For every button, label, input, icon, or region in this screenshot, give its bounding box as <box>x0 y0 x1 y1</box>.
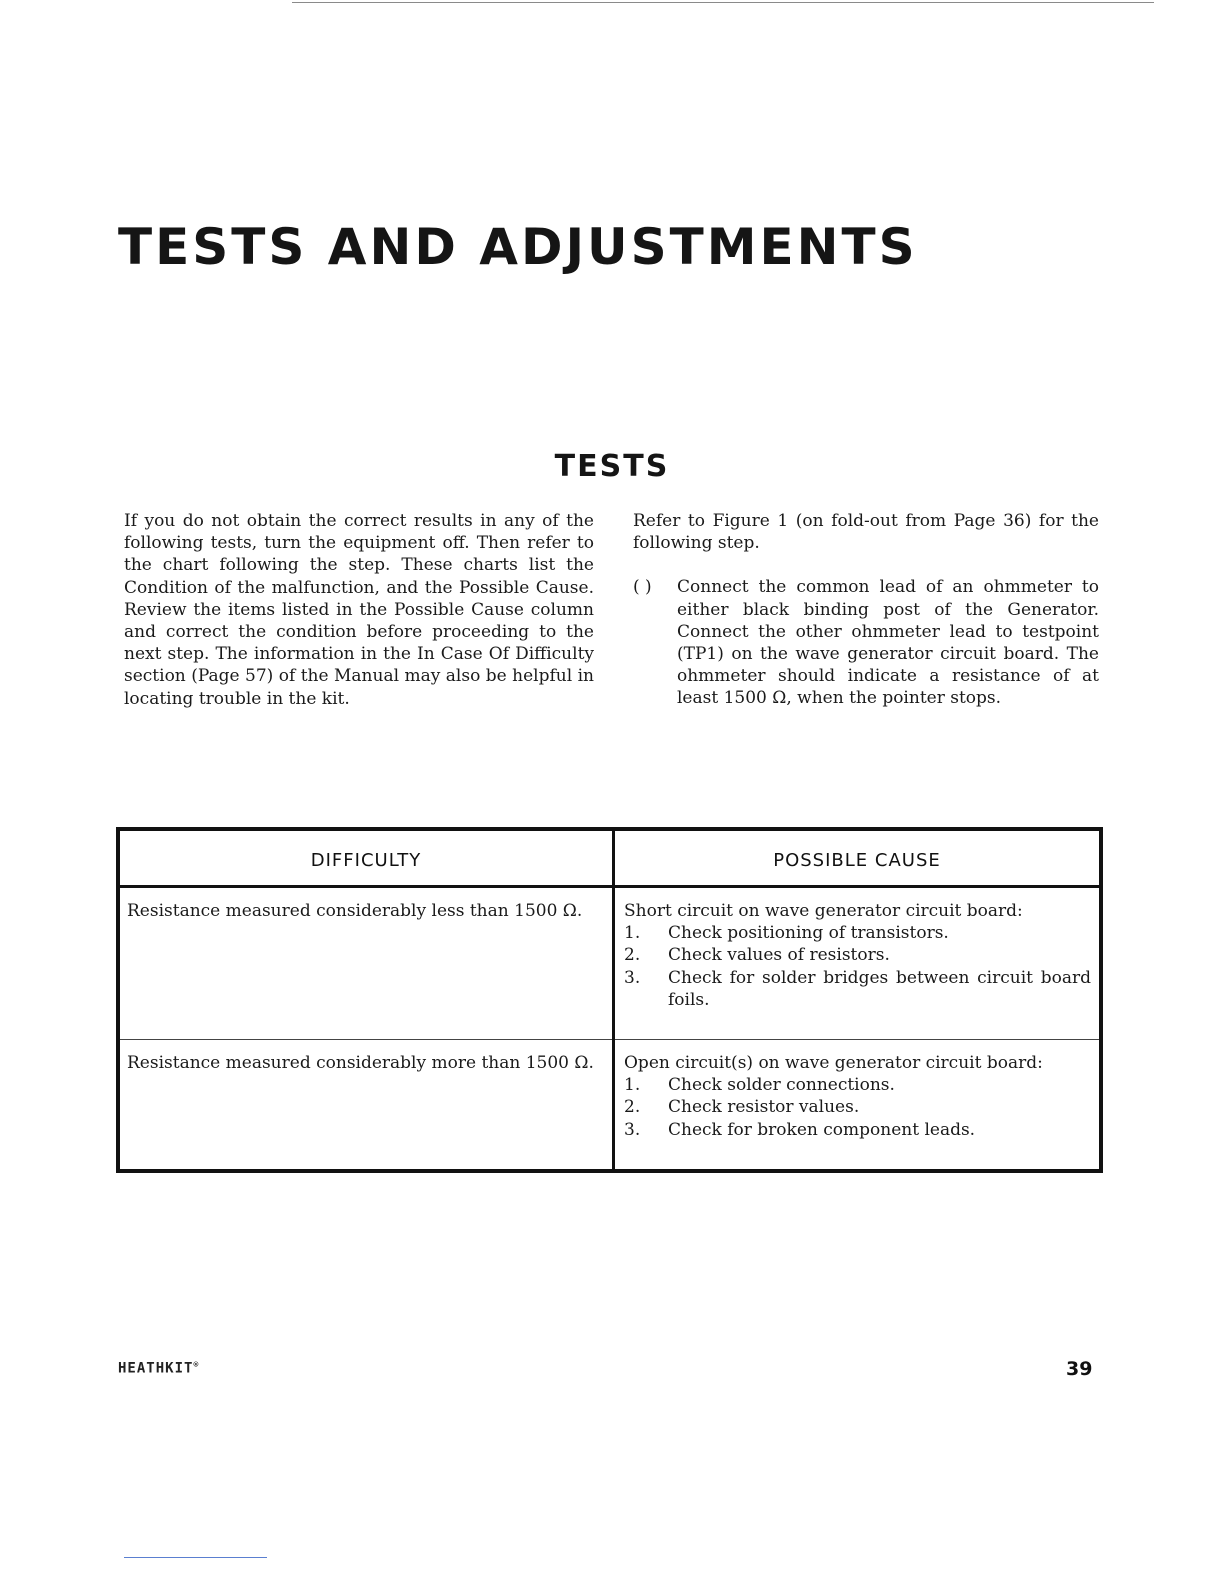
list-item-number: 1. <box>624 923 641 944</box>
difficulty-cell: Resistance measured considerably more than 1500 Ω. <box>127 1053 594 1073</box>
registered-mark: ® <box>193 1360 200 1369</box>
list-item-text: Check solder connections. <box>668 1075 895 1096</box>
list-item <box>624 1119 1091 1141</box>
column-divider <box>612 831 615 1169</box>
header-difficulty: DIFFICULTY <box>310 850 422 871</box>
test-step <box>633 576 1099 709</box>
table-row <box>120 888 1099 1040</box>
list-item-text: Check for broken component leads. <box>668 1119 976 1140</box>
page-number: 39 <box>1066 1358 1093 1380</box>
list-item-text: Check resistor values. <box>668 1097 860 1118</box>
list-item-number: 3. <box>624 967 641 988</box>
list-item-number: 1. <box>624 1075 641 1096</box>
list-item-number: 2. <box>624 1097 641 1118</box>
list-item-text: Check values of resistors. <box>668 945 890 966</box>
cause-cell <box>624 1052 1091 1141</box>
cause-heading: Short circuit on wave generator circuit board: <box>624 901 1023 921</box>
section-title: TESTS <box>554 449 670 484</box>
top-rule <box>292 2 1154 3</box>
brand-logo <box>118 1360 199 1377</box>
intro-paragraph: If you do not obtain the correct results in any of the following tests, turn the equipment off. Then refer to the chart following the step. These charts list the Condition of the malfunction, and the Possible Cause. Review the items listed in the Possible Cause column and correct the condition before proceeding to the next step. The information in the In Case Of Difficulty section (Page 57) of the Manual may also be helpful in locating trouble in the kit. <box>124 511 594 709</box>
troubleshooting-table <box>116 827 1103 1173</box>
brand-name: HEATHKIT <box>118 1360 194 1377</box>
list-item-text: Check for solder bridges between circuit board foils. <box>668 967 1091 1010</box>
list-item-text: Check positioning of transistors. <box>668 923 949 944</box>
figure-reference: Refer to Figure 1 (on fold-out from Page 36) for the following step. <box>633 511 1099 554</box>
list-item <box>624 922 1091 944</box>
page-title: TESTS AND ADJUSTMENTS <box>118 218 918 276</box>
step-checkbox[interactable]: ( ) <box>633 577 652 598</box>
list-item <box>624 944 1091 966</box>
list-item-number: 3. <box>624 1119 641 1140</box>
table-row <box>120 1040 1099 1169</box>
instruction-column <box>633 510 1099 710</box>
list-item <box>624 1074 1091 1096</box>
cause-cell <box>624 900 1091 1011</box>
difficulty-cell: Resistance measured considerably less than 1500 Ω. <box>127 901 583 921</box>
cause-list <box>624 1074 1091 1141</box>
list-item <box>624 967 1091 1011</box>
list-item <box>624 1096 1091 1118</box>
header-possible-cause: POSSIBLE CAUSE <box>773 850 941 871</box>
table-header-row <box>120 831 1099 888</box>
step-text: Connect the common lead of an ohmmeter to either black binding post of the Generator. Connect the other ohmmeter lead to testpoint (TP1) on the wave generator circuit board. The ohmmeter should indicate a resistance of at least 1500 Ω, when the pointer stops. <box>677 577 1099 709</box>
bottom-rule <box>124 1557 267 1558</box>
list-item-number: 2. <box>624 945 641 966</box>
cause-heading: Open circuit(s) on wave generator circuit board: <box>624 1053 1043 1073</box>
cause-list <box>624 922 1091 1011</box>
